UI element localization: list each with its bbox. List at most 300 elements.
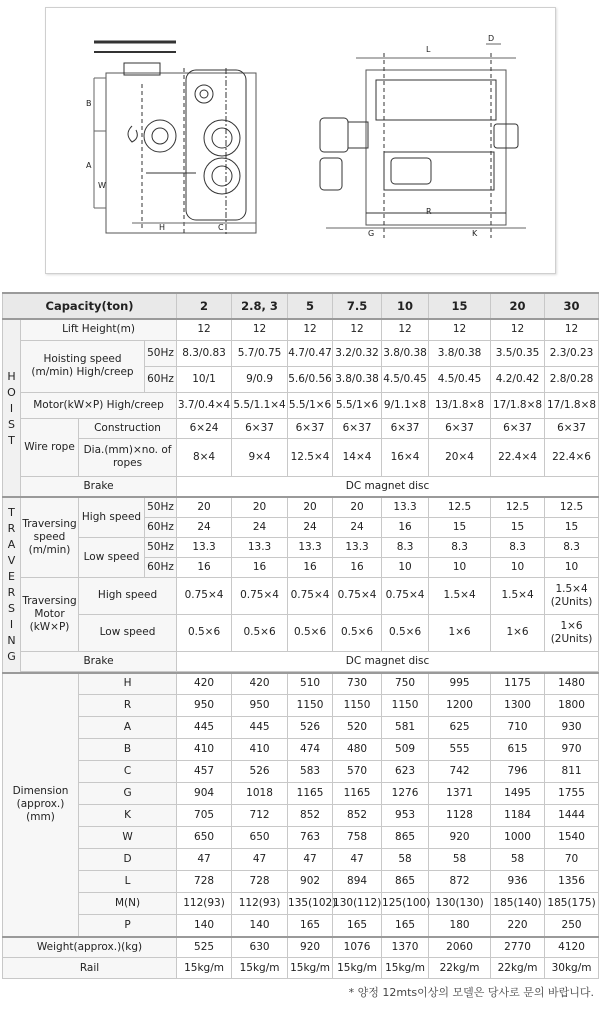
capacity-cell: 20 [491,293,545,319]
dim-key: L [79,871,177,893]
brake-value: DC magnet disc [177,476,599,497]
group-letter: S [8,417,15,431]
value-cell: 13.3 [288,537,333,557]
value-cell: 0.5×6 [382,614,429,651]
value-cell: 526 [288,717,333,739]
value-cell: 5.5/1×6 [288,392,333,418]
dim-row-l [3,871,599,893]
technical-drawing [45,7,556,274]
group-letter: T [8,433,15,447]
value-cell: 13.3 [382,497,429,517]
dim-row-d [3,849,599,871]
value-cell: 13.3 [177,537,232,557]
value-cell: 581 [382,717,429,739]
dim-key: C [79,761,177,783]
value-cell: 705 [177,805,232,827]
value-cell: 410 [177,739,232,761]
wire-rope-label: Wire rope [21,418,79,476]
value-cell: 950 [232,695,288,717]
value-cell: 0.5×6 [232,614,288,651]
value-cell: 865 [382,827,429,849]
capacity-label: Capacity(ton) [3,293,177,319]
value-cell: 16 [288,557,333,577]
value-cell: 15kg/m [288,958,333,979]
value-cell: 3.8/0.38 [429,340,491,366]
value-cell: 16×4 [382,438,429,476]
value-cell: 1128 [429,805,491,827]
value-cell: 970 [545,739,599,761]
hz-label: 50Hz [145,340,177,366]
value-cell: 20 [333,497,382,517]
value-cell: 3.8/0.38 [333,366,382,392]
value-cell: 1371 [429,783,491,805]
value-cell: 1165 [333,783,382,805]
value-cell: 1×6 [491,614,545,651]
value-cell: 750 [382,673,429,695]
value-cell: 112(93) [232,893,288,915]
value-cell: 650 [232,827,288,849]
value-cell: 165 [382,915,429,937]
value-cell: 15kg/m [333,958,382,979]
value-cell: 6×37 [382,418,429,438]
value-cell: 630 [232,937,288,958]
value-cell: 24 [288,517,333,537]
value-cell: 420 [177,673,232,695]
value-cell: 6×24 [177,418,232,438]
value-cell: 17/1.8×8 [545,392,599,418]
value-cell: 4.5/0.45 [382,366,429,392]
value-cell: 1076 [333,937,382,958]
hoist-brake-row [3,476,599,497]
dim-g-label: G [368,229,375,238]
value-cell: 16 [333,557,382,577]
rail-label: Rail [3,958,177,979]
value-cell: 16 [232,557,288,577]
group-letter: N [7,634,16,648]
value-cell: 15kg/m [177,958,232,979]
value-cell: 13.3 [333,537,382,557]
value-cell: 5.5/1×6 [333,392,382,418]
dim-row-b [3,739,599,761]
value-cell: 8.3 [491,537,545,557]
value-cell: 8.3 [545,537,599,557]
value-cell: 894 [333,871,382,893]
value-cell: 15kg/m [232,958,288,979]
value-cell: 20×4 [429,438,491,476]
weight-label: Weight(approx.)(kg) [3,937,177,958]
dim-key: G [79,783,177,805]
dim-key: B [79,739,177,761]
lift-height-row [3,319,599,340]
dim-k-label: K [472,229,478,238]
value-cell: 953 [382,805,429,827]
value-cell: 4.7/0.47 [288,340,333,366]
value-cell: 615 [491,739,545,761]
value-cell: 457 [177,761,232,783]
value-cell: 112(93) [177,893,232,915]
value-cell: 1000 [491,827,545,849]
value-cell: 2770 [491,937,545,958]
value-cell: 47 [333,849,382,871]
value-cell: 8×4 [177,438,232,476]
dim-key: M(N) [79,893,177,915]
value-cell: 5.6/0.56 [288,366,333,392]
value-cell: 936 [491,871,545,893]
value-cell: 5.5/1.1×4 [232,392,288,418]
capacity-cell: 15 [429,293,491,319]
value-cell: 0.5×6 [333,614,382,651]
value-cell: 8.3/0.83 [177,340,232,366]
value-cell: 728 [177,871,232,893]
value-cell: 410 [232,739,288,761]
value-cell: 445 [177,717,232,739]
value-cell: 15 [545,517,599,537]
value-cell: 10 [429,557,491,577]
dim-row-mn [3,893,599,915]
value-cell: 135(102) [288,893,333,915]
value-cell: 9/0.9 [232,366,288,392]
dim-key: D [79,849,177,871]
group-letter: I [9,618,14,632]
value-cell: 6×37 [232,418,288,438]
value-cell: 1×6 (2Units) [545,614,599,651]
value-cell: 47 [177,849,232,871]
dim-r-label: R [426,207,432,216]
value-cell: 250 [545,915,599,937]
hz-label: 60Hz [145,517,177,537]
dim-row-r [3,695,599,717]
dim-b-label: B [86,99,92,108]
capacity-cell: 5 [288,293,333,319]
value-cell: 12 [429,319,491,340]
dim-row-k [3,805,599,827]
group-letter: S [8,602,15,616]
value-cell: 1175 [491,673,545,695]
dim-row-a [3,717,599,739]
value-cell: 10 [382,557,429,577]
value-cell: 185(140) [491,893,545,915]
motor-low-label: Low speed [79,614,177,651]
value-cell: 6×37 [429,418,491,438]
value-cell: 1×6 [429,614,491,651]
value-cell: 1.5×4 (2Units) [545,577,599,614]
dim-h-label: H [159,223,166,232]
value-cell: 130(130) [429,893,491,915]
hz-label: 60Hz [145,557,177,577]
hoist-group-label [3,319,21,497]
value-cell: 1540 [545,827,599,849]
value-cell: 9×4 [232,438,288,476]
value-cell: 1276 [382,783,429,805]
value-cell: 58 [491,849,545,871]
value-cell: 12 [232,319,288,340]
dim-row-p [3,915,599,937]
value-cell: 12.5 [491,497,545,517]
capacity-cell: 2.8, 3 [232,293,288,319]
value-cell: 0.75×4 [382,577,429,614]
value-cell: 510 [288,673,333,695]
value-cell: 12.5 [545,497,599,517]
capacity-cell: 10 [382,293,429,319]
value-cell: 24 [177,517,232,537]
value-cell: 763 [288,827,333,849]
value-cell: 2.3/0.23 [545,340,599,366]
motor-high-label: High speed [79,577,177,614]
value-cell: 1755 [545,783,599,805]
trav-low-50-row [3,537,599,557]
value-cell: 1444 [545,805,599,827]
value-cell: 12 [545,319,599,340]
value-cell: 583 [288,761,333,783]
value-cell: 742 [429,761,491,783]
value-cell: 15kg/m [382,958,429,979]
value-cell: 130(112) [333,893,382,915]
value-cell: 1800 [545,695,599,717]
hz-label: 50Hz [145,497,177,517]
construction-label: Construction [79,418,177,438]
dim-key: R [79,695,177,717]
value-cell: 796 [491,761,545,783]
trav-motor-label: Traversing Motor (kW×P) [21,577,79,651]
dim-a-label: A [86,161,92,170]
spec-table [2,292,599,979]
dim-c-label: C [218,223,224,232]
value-cell: 12 [177,319,232,340]
value-cell: 920 [288,937,333,958]
value-cell: 5.7/0.75 [232,340,288,366]
motor-row [3,392,599,418]
dim-row-h [3,673,599,695]
wire-dia-row [3,438,599,476]
brake-label: Brake [21,651,177,671]
dia-label: Dia.(mm)×no. of ropes [79,438,177,476]
group-letter: V [7,554,16,568]
group-letter: O [7,385,16,399]
value-cell: 920 [429,827,491,849]
value-cell: 140 [232,915,288,937]
rail-row [3,958,599,979]
value-cell: 6×37 [333,418,382,438]
value-cell: 20 [177,497,232,517]
trav-motor-high-row [3,577,599,614]
value-cell: 2060 [429,937,491,958]
value-cell: 24 [232,517,288,537]
value-cell: 865 [382,871,429,893]
value-cell: 420 [232,673,288,695]
value-cell: 0.75×4 [232,577,288,614]
value-cell: 4.5/0.45 [429,366,491,392]
value-cell: 445 [232,717,288,739]
value-cell: 10/1 [177,366,232,392]
value-cell: 474 [288,739,333,761]
value-cell: 9/1.1×8 [382,392,429,418]
value-cell: 20 [232,497,288,517]
value-cell: 16 [177,557,232,577]
dim-key: P [79,915,177,937]
value-cell: 1.5×4 [491,577,545,614]
value-cell: 525 [177,937,232,958]
value-cell: 852 [333,805,382,827]
footnote: * 양정 12mts이상의 모델은 당사로 문의 바랍니다. [348,986,594,999]
value-cell: 185(175) [545,893,599,915]
capacity-cell: 30 [545,293,599,319]
value-cell: 1150 [333,695,382,717]
value-cell: 12 [333,319,382,340]
dim-d-label: D [488,34,495,43]
value-cell: 8.3 [429,537,491,557]
hoisting-speed-50-row [3,340,599,366]
value-cell: 995 [429,673,491,695]
hoist-drawing-svg [46,8,555,273]
value-cell: 24 [333,517,382,537]
value-cell: 17/1.8×8 [491,392,545,418]
value-cell: 125(100) [382,893,429,915]
value-cell: 480 [333,739,382,761]
value-cell: 0.75×4 [177,577,232,614]
value-cell: 220 [491,915,545,937]
value-cell: 1018 [232,783,288,805]
value-cell: 0.5×6 [177,614,232,651]
value-cell: 623 [382,761,429,783]
value-cell: 710 [491,717,545,739]
dim-w-label: W [98,181,106,190]
value-cell: 14×4 [333,438,382,476]
capacity-cell: 2 [177,293,232,319]
value-cell: 58 [429,849,491,871]
capacity-header-row [3,293,599,319]
value-cell: 904 [177,783,232,805]
trav-speed-label: Traversing speed (m/min) [21,497,79,577]
value-cell: 3.8/0.38 [382,340,429,366]
value-cell: 22.4×6 [545,438,599,476]
value-cell: 509 [382,739,429,761]
hoisting-speed-label: Hoisting speed (m/min) High/creep [21,340,145,392]
value-cell: 13/1.8×8 [429,392,491,418]
value-cell: 12 [491,319,545,340]
value-cell: 165 [288,915,333,937]
trav-brake-row [3,651,599,671]
value-cell: 950 [177,695,232,717]
trav-motor-low-row [3,614,599,651]
group-letter: I [9,401,14,415]
value-cell: 650 [177,827,232,849]
value-cell: 12.5 [429,497,491,517]
value-cell: 6×37 [288,418,333,438]
value-cell: 1200 [429,695,491,717]
value-cell: 4.2/0.42 [491,366,545,392]
dim-key: K [79,805,177,827]
dim-key: H [79,673,177,695]
brake-label: Brake [21,476,177,497]
value-cell: 1370 [382,937,429,958]
value-cell: 1150 [382,695,429,717]
value-cell: 811 [545,761,599,783]
value-cell: 1300 [491,695,545,717]
value-cell: 3.5/0.35 [491,340,545,366]
value-cell: 3.7/0.4×4 [177,392,232,418]
value-cell: 47 [232,849,288,871]
value-cell: 0.75×4 [333,577,382,614]
value-cell: 930 [545,717,599,739]
value-cell: 555 [429,739,491,761]
value-cell: 3.2/0.32 [333,340,382,366]
value-cell: 165 [333,915,382,937]
value-cell: 1184 [491,805,545,827]
dim-row-g [3,783,599,805]
value-cell: 15 [491,517,545,537]
value-cell: 6×37 [491,418,545,438]
value-cell: 872 [429,871,491,893]
wire-construction-row [3,418,599,438]
trav-high-50-row [3,497,599,517]
value-cell: 0.75×4 [288,577,333,614]
dim-l-label: L [426,45,431,54]
value-cell: 58 [382,849,429,871]
value-cell: 15 [429,517,491,537]
value-cell: 1480 [545,673,599,695]
value-cell: 13.3 [232,537,288,557]
value-cell: 30kg/m [545,958,599,979]
value-cell: 12 [382,319,429,340]
value-cell: 22kg/m [429,958,491,979]
value-cell: 22.4×4 [491,438,545,476]
value-cell: 20 [288,497,333,517]
value-cell: 10 [491,557,545,577]
value-cell: 22kg/m [491,958,545,979]
value-cell: 758 [333,827,382,849]
group-letter: H [7,369,16,383]
value-cell: 728 [232,871,288,893]
lift-height-label: Lift Height(m) [21,319,177,340]
group-letter: E [8,570,15,584]
group-letter: A [7,538,16,552]
value-cell: 16 [382,517,429,537]
hz-label: 50Hz [145,537,177,557]
value-cell: 12 [288,319,333,340]
value-cell: 6×37 [545,418,599,438]
group-letter: R [7,586,16,600]
dim-key: A [79,717,177,739]
group-letter: T [8,506,15,520]
value-cell: 1495 [491,783,545,805]
value-cell: 140 [177,915,232,937]
value-cell: 12.5×4 [288,438,333,476]
group-letter: G [7,650,16,664]
value-cell: 2.8/0.28 [545,366,599,392]
value-cell: 1356 [545,871,599,893]
high-speed-label: High speed [79,497,145,537]
dimension-label: Dimension (approx.) (mm) [3,673,79,937]
value-cell: 852 [288,805,333,827]
value-cell: 1150 [288,695,333,717]
value-cell: 712 [232,805,288,827]
value-cell: 1.5×4 [429,577,491,614]
dim-key: W [79,827,177,849]
hz-label: 60Hz [145,366,177,392]
value-cell: 526 [232,761,288,783]
low-speed-label: Low speed [79,537,145,577]
value-cell: 902 [288,871,333,893]
group-letter: R [7,522,16,536]
value-cell: 10 [545,557,599,577]
value-cell: 0.5×6 [288,614,333,651]
value-cell: 520 [333,717,382,739]
value-cell: 1165 [288,783,333,805]
value-cell: 730 [333,673,382,695]
value-cell: 8.3 [382,537,429,557]
brake-value: DC magnet disc [177,651,599,671]
value-cell: 47 [288,849,333,871]
